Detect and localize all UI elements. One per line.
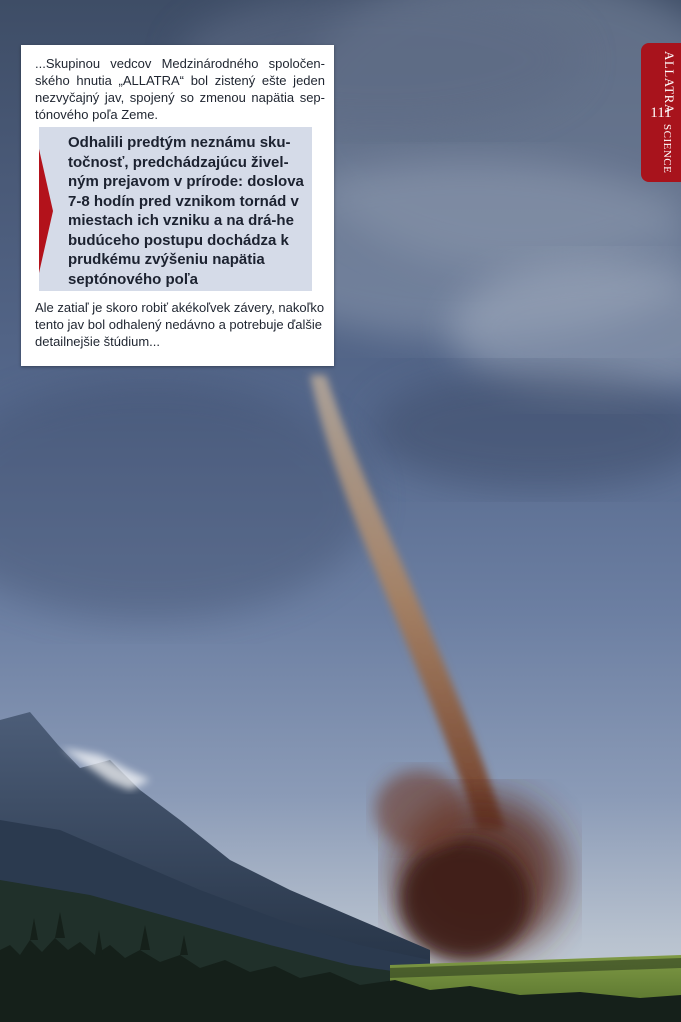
- brand-label: ALLATRA: [662, 51, 677, 114]
- page-number: 111: [650, 105, 672, 121]
- highlight-callout: [39, 127, 312, 291]
- section-side-tab: [641, 43, 681, 182]
- callout-text: Odhalili predtým neznámu sku-točnosť, predchádzajúcu živel-ným prejavom v prírode: doslova 7-8 hodín pred vznikom tornád v miestach ich vzniku a na drá-he budúceho postupu dochádza k prudkému zvýšeniu napätia septónového poľa: [68, 134, 304, 288]
- section-label: SCIENCE: [661, 124, 673, 174]
- red-arrow-marker: [39, 149, 53, 273]
- outro-paragraph: Ale zatiaľ je skoro robiť akékoľvek závery, nakoľko tento jav bol odhalený nedávno a potrebuje ďalšie detailnejšie štúdium...: [35, 300, 325, 349]
- intro-paragraph: ...Skupinou vedcov Medzinárodného spoločen-ského hnutia „ALLATRA“ bol zistený ešte jeden nezvyčajný jav, spojený so zmenou napätia sep-tónového poľa Zeme.: [35, 56, 325, 122]
- article-text-card: [21, 45, 334, 366]
